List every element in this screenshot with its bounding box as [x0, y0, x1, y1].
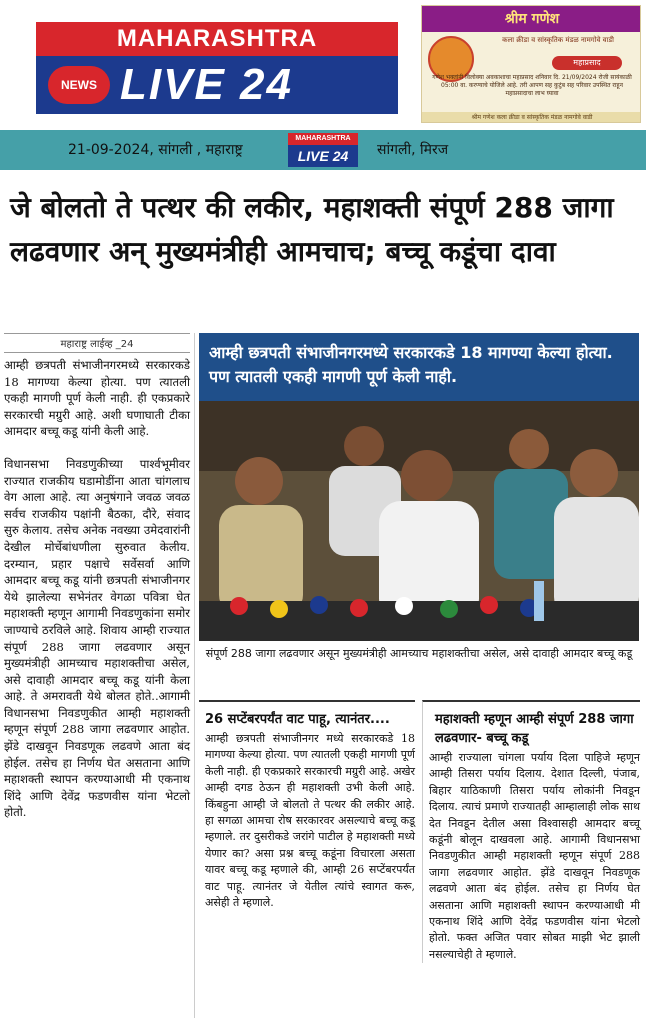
middle-column-heading: 26 सप्टेंबरपर्यंत वाट पाहू, त्यानंतर.... — [205, 712, 390, 727]
article-headline: जे बोलतो ते पत्थर की लकीर, महाशक्ती संपूर्ण 288 जागा लढवणार अन् मुख्यमंत्रीही आमचाच; बच्चू कडूंचा दावा — [10, 191, 614, 268]
logo-bottom-band — [36, 56, 398, 114]
photo-illustration — [199, 401, 639, 641]
photo-pull-quote: आम्ही छत्रपती संभाजीनगरमध्ये सरकारकडे 18 मागण्या केल्या होत्या. पण त्यातली एकही मागणी पूर्ण केली नाही. — [199, 333, 639, 401]
right-column — [422, 700, 640, 963]
paragraph-gap — [4, 440, 190, 456]
dateline-logo-top: MAHARASHTRA — [288, 133, 358, 145]
ad-subtitle: कला क्रीडा व सांस्कृतिक मंडळ नामगोवे वाडी — [502, 36, 614, 44]
press-conference-photo[interactable] — [199, 401, 639, 641]
site-logo[interactable] — [36, 22, 398, 114]
middle-column-body: आम्ही छत्रपती संभाजीनगर मध्ये सरकारकडे 18 मागण्या केल्या होत्या. पण त्यातली एकही मागणी पूर्ण केली नाही. ही एकप्रकारे सरकारची मग्रुरी आहे. अखेर आम्ही दगड ठेऊन ही महाशक्ती उभी केली आहे. किंबहुना आम्ही जे बोलतो ते पत्थर की लकीर आहे. हा सगळा आमचा रोष सरकारवर असल्याचे बच्चू कडू म्हणाले. तर दुसरीकडे जरांगे पाटील हे महाशक्ती मध्ये येणार का? असा प्रश्न बच्चू कडूंना विचारला असता यावर बच्चू कडू म्हणाले की, आम्ही 26 सप्टेंबरपर्यंत वाट पाहू. त्यानंतर जे येतील त्यांचे स्वागत करू, असेही ते म्हणाले. — [205, 732, 415, 910]
dateline-bar — [0, 130, 646, 170]
ad-body: गणेश भक्तांनी विलोक्या अवकाशाचा महाप्रसाद शनिवार दि. 21/09/2024 रोजी सायंकाळी 05:00 वा. करण्याचे योजिले आहे. तरी आपण सह कुटुंब सह परिवार उपस्थित राहून महाप्रसादाचा लाभ घ्यावा — [432, 74, 632, 97]
ad-pill-label: महाप्रसाद — [552, 56, 622, 70]
column-divider — [194, 333, 195, 1018]
middle-column — [199, 700, 415, 911]
left-paragraph-1: आम्ही छत्रपती संभाजीनगरमध्ये सरकारकडे 18 मागण्या केल्या होत्या. पण त्यातली एकही मागणी पूर्ण केली नाही. ही एकप्रकारे सरकारची मग्रुरी आहे. अशी घणाघाती टीका आमदार बच्चू कडू यांनी केली आहे. — [4, 358, 190, 439]
photo-caption: संपूर्ण 288 जागा लढवणार असून मुख्यमंत्रीही आमच्याच महाशक्तीचा असेल, असे दावाही आमदार बच्चू कडू — [205, 647, 633, 660]
right-column-body: आम्ही राज्याला चांगला पर्याय दिला पाहिजे म्हणून आम्ही तिसरा पर्याय दिलाय. देशात दिल्ली, पंजाब, बिहार याठिकाणी तिसरा पर्याय लोकांनी निवडून दिलाय. त्याचं प्रमाणे राज्यातही आम्हालाही लोक साथ देत निवडून देतील असा विश्वासही आमदार बच्चू कडूंनी बोलून दाखवला आहे. आगामी विधानसभा निवडणुकीत आम्ही महाशक्ती म्हणून संपूर्ण 288 जागा लढवणार आहोत. झेंडे दाखवून निवडणूक लढवणे आता बंद होईल. तसेच हा निर्णय घेत असताना आणि महाशक्ती स्थापन करण्याआधी मी एकनाथ शिंदे आणि देवेंद्र फडणवीस यांना भेटलो होतो. फक्त अजित पवार सोबत माझी भेट झाली नसल्याचेही ते म्हणाले. — [429, 751, 640, 961]
byline: महाराष्ट्र लाईव्ह _24 — [4, 333, 190, 353]
ad-footer: श्रीम गणेश कला क्रीडा व सांस्कृतिक मंडळ नामगोवे वाडी — [422, 112, 641, 123]
logo-bottom-text: LIVE 24 — [120, 60, 293, 109]
ad-title: श्रीम गणेश — [422, 6, 641, 32]
dateline-date-place: 21-09-2024, सांगली , महाराष्ट्र — [68, 142, 243, 158]
left-paragraph-2: विधानसभा निवडणुकीच्या पार्श्वभूमीवर राज्यात राजकीय घडामोडींना आता चांगलाच वेग आला आहे. त्या अनुषंगाने जवळ जवळ सर्वच राजकीय पक्षांनी बैठका, दौरे, संवाद सुरु केलाय. तसेच अनेक नवख्या उमेदवारांनी देखील मोर्चेबांधणीला सुरुवात केलीय. दरम्यान, प्रहार पक्षाचे सर्वेसर्वा आणि आमदार बच्चू कडू यांनी छत्रपती संभाजीनगर येथे झालेल्या सभेनंतर वेगळा पवित्रा घेत महाशक्ती म्हणून आगामी निवडणुकांना समोर जाण्याचे ठरविले आहे. शिवाय आम्ही राज्यात संपूर्ण 288 जागा लढवणार असून मुख्यमंत्रीही आमच्याच महाशक्तीचा असेल, असे दावाही आमदार बच्चू कडू यांनी केला आहे. ते अमरावती येथे बोलत होते..आगामी विधानसभा निवडणुकीत आम्ही महाशक्ती म्हणून संपूर्ण 288 जागा लढवणार आहोत. झेंडे दाखवून निवडणूक लढवणे आता बंद होईल. तसेच हा निर्णय घेत असताना आणि महाशक्ती स्थापन करण्याआधी मी एकनाथ शिंदे आणि देवेंद्र फडणवीस यांना भेटलो होतो. — [4, 456, 190, 820]
dateline-logo-bottom: LIVE 24 — [288, 145, 358, 167]
right-column-heading: महाशक्ती म्हणून आम्ही संपूर्ण 288 जागा लढवणार- बच्चू कडू — [435, 712, 634, 746]
photo-block — [199, 333, 639, 695]
dateline-location: सांगली, मिरज — [377, 142, 449, 158]
dateline-logo — [288, 133, 358, 167]
left-column — [4, 333, 190, 821]
masthead — [0, 0, 646, 125]
advertisement-banner[interactable] — [421, 5, 641, 123]
logo-top-text: MAHARASHTRA — [36, 22, 398, 56]
news-mic-icon: NEWS — [48, 66, 110, 104]
